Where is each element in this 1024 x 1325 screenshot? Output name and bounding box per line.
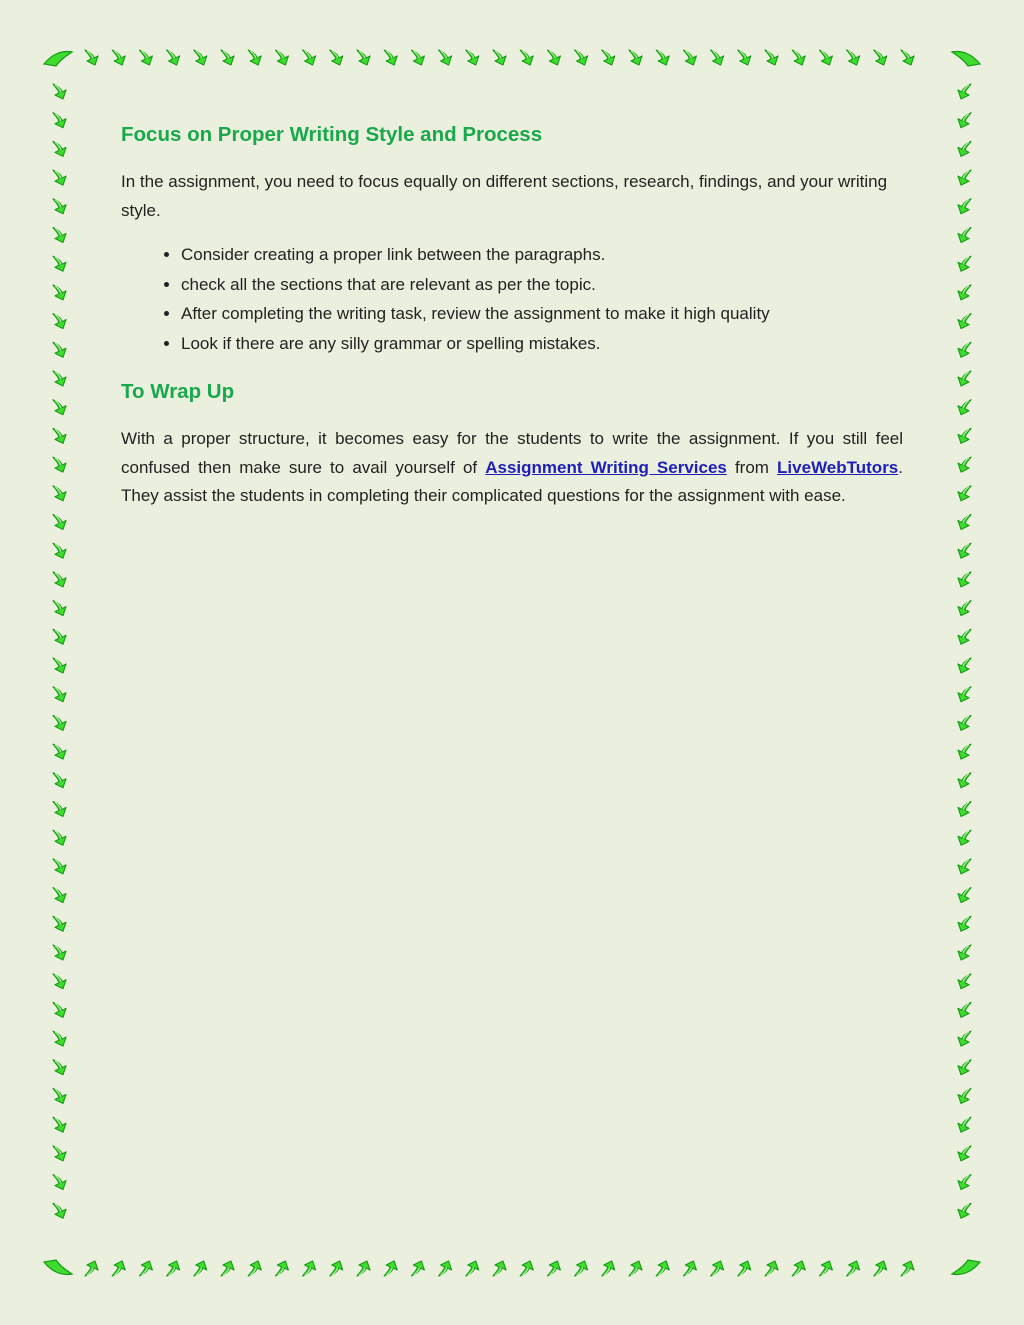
ribbon-arrow-icon [958,1002,971,1017]
ribbon-arrow-icon [874,50,887,65]
ribbon-arrow-icon [493,1261,506,1276]
ribbon-arrow-icon [958,314,971,329]
ribbon-arrow-icon [629,1261,642,1276]
ribbon-arrow-icon [53,1031,66,1046]
ribbon-arrow-icon [53,170,66,185]
ribbon-arrow-icon [575,50,588,65]
ribbon-arrow-icon [53,141,66,156]
ribbon-arrow-icon [738,1261,751,1276]
ribbon-arrow-icon [958,744,971,759]
ribbon-arrow-icon [847,1261,860,1276]
ribbon-arrow-icon [520,50,533,65]
ribbon-arrow-icon [958,687,971,702]
ribbon-arrow-icon [53,629,66,644]
ribbon-arrow-icon [958,802,971,817]
ribbon-arrow-icon [958,916,971,931]
ribbon-arrow-icon [958,400,971,415]
ribbon-arrow-icon [792,1261,805,1276]
ribbon-arrow-icon [248,1261,261,1276]
ribbon-arrow-icon [819,50,832,65]
ribbon-arrow-icon [958,830,971,845]
ribbon-arrow-icon [958,1175,971,1190]
ribbon-arrow-icon [330,1261,343,1276]
ribbon-arrow-icon [958,428,971,443]
ribbon-arrow-icon [384,50,397,65]
ribbon-arrow-icon [53,1175,66,1190]
ribbon-arrow-icon [53,601,66,616]
ribbon-arrow-icon [53,773,66,788]
ribbon-arrow-icon [53,314,66,329]
assignment-writing-services-link[interactable]: Assignment Writing Services [485,457,727,477]
ribbon-arrow-icon [139,1261,152,1276]
bullet-item: • Consider creating a proper link between the paragraphs. [181,240,903,270]
ribbon-arrow-icon [85,50,98,65]
ribbon-arrow-icon [303,1261,316,1276]
ribbon-arrow-icon [53,256,66,271]
ribbon-arrow-icon [167,1261,180,1276]
border-right-column [958,84,971,1218]
ribbon-arrow-icon [275,1261,288,1276]
ribbon-arrow-icon [711,50,724,65]
ribbon-arrow-icon [53,916,66,931]
ribbon-arrow-icon [439,1261,452,1276]
ribbon-arrow-icon [194,1261,207,1276]
ribbon-arrow-icon [656,50,669,65]
ribbon-arrow-icon [139,50,152,65]
ribbon-arrow-icon [303,50,316,65]
ribbon-arrow-icon [958,1031,971,1046]
ribbon-arrow-icon [53,1060,66,1075]
ribbon-arrow-icon [53,859,66,874]
ribbon-arrow-icon [53,113,66,128]
ribbon-arrow-icon [53,974,66,989]
ribbon-arrow-icon [958,1117,971,1132]
ribbon-arrow-icon [53,830,66,845]
ribbon-arrow-icon [958,601,971,616]
ribbon-arrow-icon [53,1146,66,1161]
ribbon-arrow-icon [53,802,66,817]
section-heading-wrap-up: To Wrap Up [121,380,235,403]
ribbon-arrow-icon [901,50,914,65]
ribbon-arrow-icon [602,1261,615,1276]
ribbon-arrow-icon [53,715,66,730]
wrap-up-text-2: from [726,457,778,477]
ribbon-arrow-icon [958,1203,971,1218]
bullet-item: • Look if there are any silly grammar or spelling mistakes. [181,329,903,359]
ribbon-arrow-icon [958,342,971,357]
ribbon-arrow-icon [958,859,971,874]
ribbon-arrow-icon [493,50,506,65]
ribbon-arrow-icon [466,1261,479,1276]
ribbon-arrow-icon [958,457,971,472]
ribbon-arrow-icon [958,170,971,185]
ribbon-arrow-icon [958,371,971,386]
ribbon-arrow-icon [53,1117,66,1132]
ribbon-arrow-icon [330,50,343,65]
wrap-up-paragraph [121,425,903,511]
ribbon-arrow-icon [958,974,971,989]
ribbon-arrow-icon [275,50,288,65]
ribbon-arrow-icon [901,1261,914,1276]
ribbon-arrow-icon [357,1261,370,1276]
ribbon-arrow-icon [958,141,971,156]
ribbon-arrow-icon [112,1261,125,1276]
ribbon-arrow-icon [439,50,452,65]
ribbon-arrow-icon [53,428,66,443]
ribbon-arrow-icon [958,629,971,644]
ribbon-arrow-icon [958,572,971,587]
ribbon-arrow-icon [792,50,805,65]
ribbon-arrow-icon [765,1261,778,1276]
ribbon-arrow-icon [958,1089,971,1104]
ribbon-arrow-icon [221,1261,234,1276]
border-bottom-row [85,1261,914,1276]
ribbon-arrow-icon [53,1203,66,1218]
ribbon-arrow-icon [53,199,66,214]
ribbon-arrow-icon [53,457,66,472]
ribbon-arrow-icon [958,84,971,99]
corner-swirl-icon [952,1260,980,1275]
ribbon-arrow-icon [958,888,971,903]
ribbon-arrow-icon [629,50,642,65]
ribbon-arrow-icon [53,371,66,386]
ribbon-arrow-icon [411,1261,424,1276]
livewebtutors-link[interactable]: LiveWebTutors [777,457,899,477]
ribbon-arrow-icon [547,50,560,65]
border-left-column [53,84,66,1218]
ribbon-arrow-icon [520,1261,533,1276]
ribbon-arrow-icon [958,1060,971,1075]
ribbon-arrow-icon [547,1261,560,1276]
ribbon-arrow-icon [738,50,751,65]
corner-swirl-icon [44,52,72,67]
ribbon-arrow-icon [53,400,66,415]
ribbon-arrow-icon [656,1261,669,1276]
ribbon-arrow-icon [53,744,66,759]
ribbon-arrow-icon [53,342,66,357]
ribbon-arrow-icon [53,945,66,960]
ribbon-arrow-icon [53,1089,66,1104]
ribbon-arrow-icon [53,285,66,300]
tips-bullet-list [121,240,903,358]
ribbon-arrow-icon [958,715,971,730]
bullet-item: • After completing the writing task, review the assignment to make it high quality [181,299,903,329]
ribbon-arrow-icon [711,1261,724,1276]
ribbon-arrow-icon [958,543,971,558]
ribbon-arrow-icon [958,486,971,501]
ribbon-arrow-icon [53,228,66,243]
ribbon-arrow-icon [167,50,180,65]
ribbon-arrow-icon [683,1261,696,1276]
ribbon-arrow-icon [85,1261,98,1276]
ribbon-arrow-icon [958,658,971,673]
ribbon-arrow-icon [575,1261,588,1276]
intro-paragraph: In the assignment, you need to focus equally on different sections, research, findings, and your writing style. [121,172,888,220]
ribbon-arrow-icon [874,1261,887,1276]
ribbon-arrow-icon [683,50,696,65]
ribbon-arrow-icon [466,50,479,65]
ribbon-arrow-icon [958,113,971,128]
wrap-up-text-3: . They assist the students in completing their complicated questions for the assignment with ease. [121,457,903,505]
ribbon-arrow-icon [221,50,234,65]
ribbon-arrow-icon [958,773,971,788]
document-body [121,118,903,511]
ribbon-arrow-icon [357,50,370,65]
corner-swirl-icon [44,1260,72,1275]
ribbon-arrow-icon [53,1002,66,1017]
ribbon-arrow-icon [958,1146,971,1161]
ribbon-arrow-icon [958,945,971,960]
corner-swirl-icon [952,52,980,67]
border-top-row [85,50,914,65]
ribbon-arrow-icon [53,888,66,903]
ribbon-arrow-icon [958,199,971,214]
ribbon-arrow-icon [958,256,971,271]
ribbon-arrow-icon [384,1261,397,1276]
ribbon-arrow-icon [53,84,66,99]
ribbon-arrow-icon [765,50,778,65]
ribbon-arrow-icon [819,1261,832,1276]
ribbon-arrow-icon [194,50,207,65]
ribbon-arrow-icon [248,50,261,65]
ribbon-arrow-icon [958,285,971,300]
ribbon-arrow-icon [53,572,66,587]
ribbon-arrow-icon [602,50,615,65]
wrap-up-text-1: With a proper structure, it becomes easy for the students to write the assignment. If you still feel confused then make sure to avail yourself of [121,429,903,477]
ribbon-arrow-icon [53,543,66,558]
section-heading-writing-style: Focus on Proper Writing Style and Process [121,123,543,146]
bullet-item: • check all the sections that are relevant as per the topic. [181,270,903,300]
ribbon-arrow-icon [958,228,971,243]
ribbon-arrow-icon [53,486,66,501]
ribbon-arrow-icon [53,687,66,702]
ribbon-arrow-icon [958,515,971,530]
ribbon-arrow-icon [847,50,860,65]
ribbon-arrow-icon [53,658,66,673]
ribbon-arrow-icon [411,50,424,65]
ribbon-arrow-icon [112,50,125,65]
ribbon-arrow-icon [53,515,66,530]
